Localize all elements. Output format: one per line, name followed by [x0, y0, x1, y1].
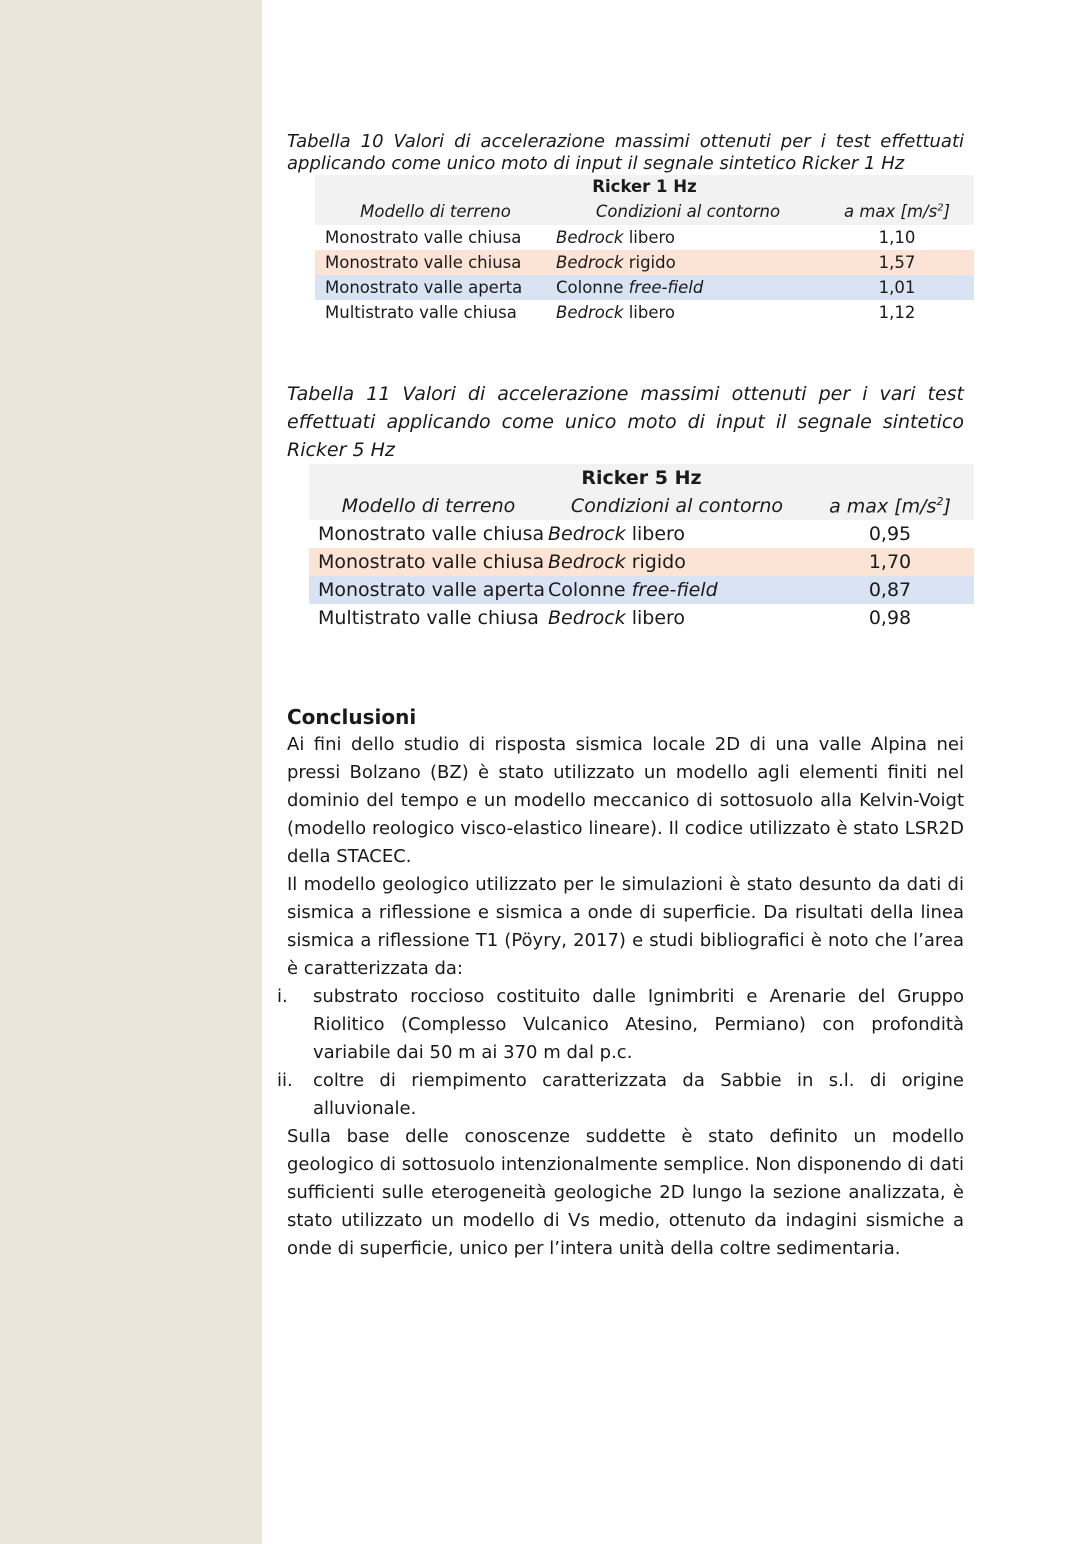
- table-header-row: [315, 198, 974, 225]
- cell-value: 1,10: [878, 228, 916, 247]
- table-11: [309, 464, 974, 632]
- cell-conditions: Colonne free-field: [548, 579, 718, 601]
- table-title: Ricker 5 Hz: [581, 467, 702, 489]
- cell-conditions: Bedrock rigido: [556, 253, 676, 272]
- cell-model: Monostrato valle aperta: [325, 278, 523, 297]
- cell-conditions: Bedrock rigido: [548, 551, 686, 573]
- column-header-model: Modello di terreno: [341, 495, 516, 517]
- cell-model: Monostrato valle chiusa: [318, 551, 545, 573]
- list-item-text: coltre di riempimento caratterizzata da Sabbie in s.l. di origine alluvionale.: [313, 1070, 964, 1119]
- list-item-text: substrato roccioso costituito dalle Ignimbriti e Arenarie del Gruppo Riolitico (Complesso Vulcanico Atesino, Permiano) con profondità variabile dai 50 m ai 370 m dal p.c.: [313, 986, 964, 1063]
- cell-value: 0,87: [868, 579, 912, 601]
- list-item: [277, 983, 964, 1067]
- cell-value: 1,57: [878, 253, 916, 272]
- table-row: [309, 576, 974, 604]
- table-title: Ricker 1 Hz: [592, 177, 697, 196]
- cell-conditions: Bedrock libero: [548, 607, 686, 629]
- table-row: [315, 225, 974, 250]
- table-row: [309, 548, 974, 576]
- section-heading: Conclusioni: [287, 705, 417, 729]
- cell-model: Monostrato valle chiusa: [325, 253, 522, 272]
- column-header-amax: a $\max [m/s^2]$: [829, 494, 951, 518]
- table-11-caption: Tabella 11 Valori di accelerazione massimi ottenuti per i vari test effettuati applicando come unico moto di input il segnale sintetico Ricker 5 Hz: [287, 383, 964, 461]
- cell-model: Monostrato valle chiusa: [318, 523, 545, 545]
- conclusions-section: [277, 703, 964, 1263]
- paragraph: Sulla base delle conoscenze suddette è stato definito un modello geologico di sottosuolo intenzionalmente semplice. Non disponendo di dati sufficienti sulle eterogeneità geologiche 2D lungo la sezione analizzata, è stato utilizzato un modello di Vs medio, ottenuto da indagini sismiche a onde di superficie, unico per l’intera unità della coltre sedimentaria.: [287, 1126, 964, 1259]
- table-header-row: [309, 492, 974, 520]
- cell-model: Monostrato valle chiusa: [325, 228, 522, 247]
- table-row: [309, 520, 974, 548]
- cell-value: 1,01: [878, 278, 916, 297]
- cell-value: 1,12: [878, 303, 916, 322]
- cell-value: 1,70: [868, 551, 912, 573]
- paragraph: Il modello geologico utilizzato per le simulazioni è stato desunto da dati di sismica a riflessione e sismica a onde di superficie. Da risultati della linea sismica a riflessione T1 (Pöyry, 2017) e studi bibliografici è noto che l’area è caratterizzata da:: [287, 874, 964, 979]
- page-sidebar: [0, 0, 262, 1544]
- cell-conditions: Bedrock libero: [556, 303, 676, 322]
- cell-conditions: Bedrock libero: [556, 228, 676, 247]
- column-header-conditions: Condizioni al contorno: [595, 202, 781, 221]
- column-header-amax: a $\max [m/s^2]$: [843, 202, 951, 221]
- table-10: [315, 175, 974, 325]
- list-marker: ii.: [277, 1070, 293, 1091]
- cell-conditions: Colonne free-field: [556, 278, 704, 297]
- list-marker: i.: [277, 986, 288, 1007]
- table-title-row: [309, 464, 974, 492]
- cell-conditions: Bedrock libero: [548, 523, 686, 545]
- table-10-caption: Tabella 10 Valori di accelerazione massimi ottenuti per i test effettuati applicando come unico moto di input il segnale sintetico Ricker 1 Hz: [287, 131, 964, 174]
- table-title-row: [315, 175, 974, 198]
- cell-model: Multistrato valle chiusa: [325, 303, 517, 322]
- column-header-conditions: Condizioni al contorno: [570, 495, 784, 517]
- cell-value: 0,98: [868, 607, 912, 629]
- cell-value: 0,95: [868, 523, 912, 545]
- cell-model: Multistrato valle chiusa: [318, 607, 539, 629]
- paragraph: Ai fini dello studio di risposta sismica locale 2D di una valle Alpina nei pressi Bolzano (BZ) è stato utilizzato un modello agli elementi finiti nel dominio del tempo e un modello meccanico di sottosuolo alla Kelvin-Voigt (modello reologico visco-elastico lineare). Il codice utilizzato è stato LSR2D della STACEC.: [287, 734, 964, 867]
- list-item: [277, 1067, 964, 1123]
- column-header-model: Modello di terreno: [360, 202, 511, 221]
- table-row: [315, 300, 974, 325]
- table-row: [315, 275, 974, 300]
- table-row: [315, 250, 974, 275]
- table-row: [309, 604, 974, 632]
- cell-model: Monostrato valle aperta: [318, 579, 546, 601]
